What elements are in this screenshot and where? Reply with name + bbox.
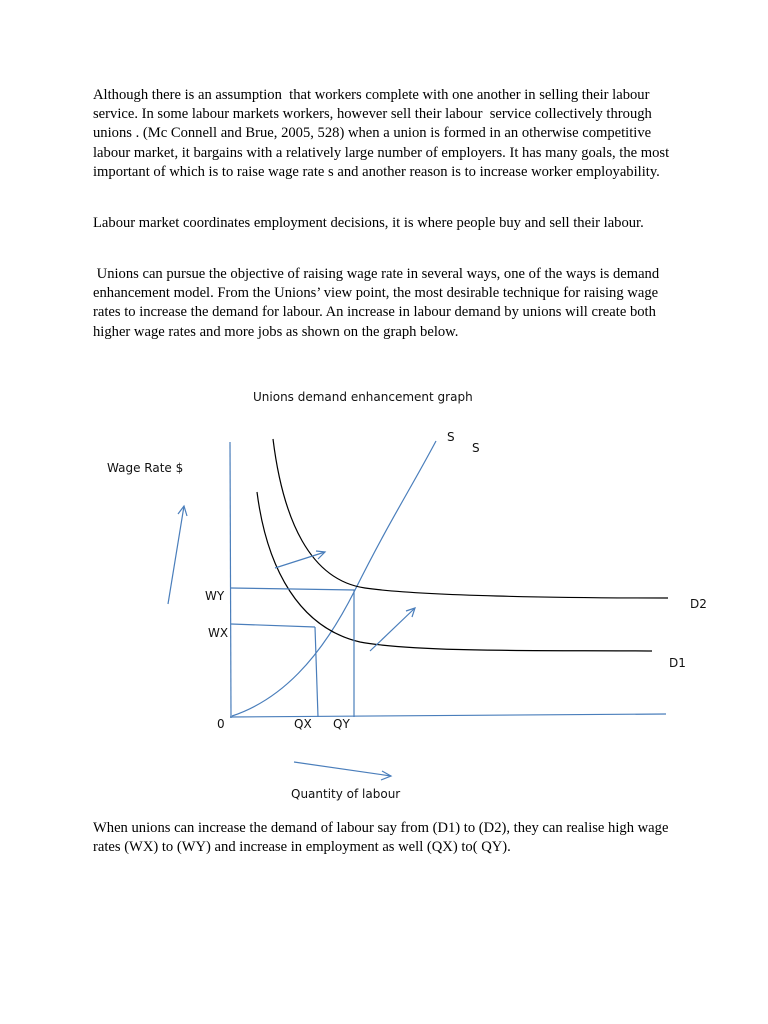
demand-label-d1: D1 <box>669 656 686 670</box>
x-direction-arrow <box>294 762 391 780</box>
supply-curve <box>232 441 436 716</box>
wx-guide-lines <box>231 624 318 717</box>
x-axis-label: Quantity of labour <box>291 787 401 801</box>
wage-label-wx: WX <box>208 626 229 640</box>
demand-curve-d1 <box>257 492 652 651</box>
demand-label-d2: D2 <box>690 597 707 611</box>
supply-label-1: S <box>447 430 455 444</box>
quantity-label-qy: QY <box>333 717 350 731</box>
demand-curve-d2 <box>273 439 668 598</box>
quantity-label-qx: QX <box>294 717 312 731</box>
y-direction-arrow <box>168 506 187 604</box>
demand-shift-arrow-upper <box>275 551 325 568</box>
wy-guide-lines <box>231 588 355 717</box>
supply-label-2: S <box>472 441 480 455</box>
origin-label: 0 <box>217 717 225 731</box>
wage-label-wy: WY <box>205 589 225 603</box>
graph-title: Unions demand enhancement graph <box>253 390 473 404</box>
y-axis-label: Wage Rate $ <box>107 461 184 475</box>
demand-enhancement-graph <box>0 380 768 810</box>
paragraph-conclusion: When unions can increase the demand of labour say from (D1) to (D2), they can realise high wage rates (WX) to (WY) and increase in employment as well (QX) to( QY). <box>93 820 673 856</box>
paragraph-intro: Although there is an assumption that workers complete with one another in selling their labour service. In some labour markets workers, however sell their labour service collectively through unions . (Mc Connell and Brue, 2005, 528) when a union is formed in an otherwise competitive labour market, it bargains with a relatively large number of employers. It has many goals, the most important of which is to raise wage rate s and another reason is to increase worker employability. <box>93 87 673 180</box>
y-axis <box>230 442 231 718</box>
demand-shift-arrow-lower <box>370 608 415 651</box>
paragraph-labour-market: Labour market coordinates employment decisions, it is where people buy and sell their labour. <box>93 215 644 231</box>
paragraph-unions-objective: Unions can pursue the objective of raising wage rate in several ways, one of the ways is demand enhancement model. From the Unions’ view point, the most desirable technique for raising wage rates to increase the demand for labour. An increase in labour demand by unions will create both higher wage rates and more jobs as shown on the graph below. <box>93 266 663 340</box>
